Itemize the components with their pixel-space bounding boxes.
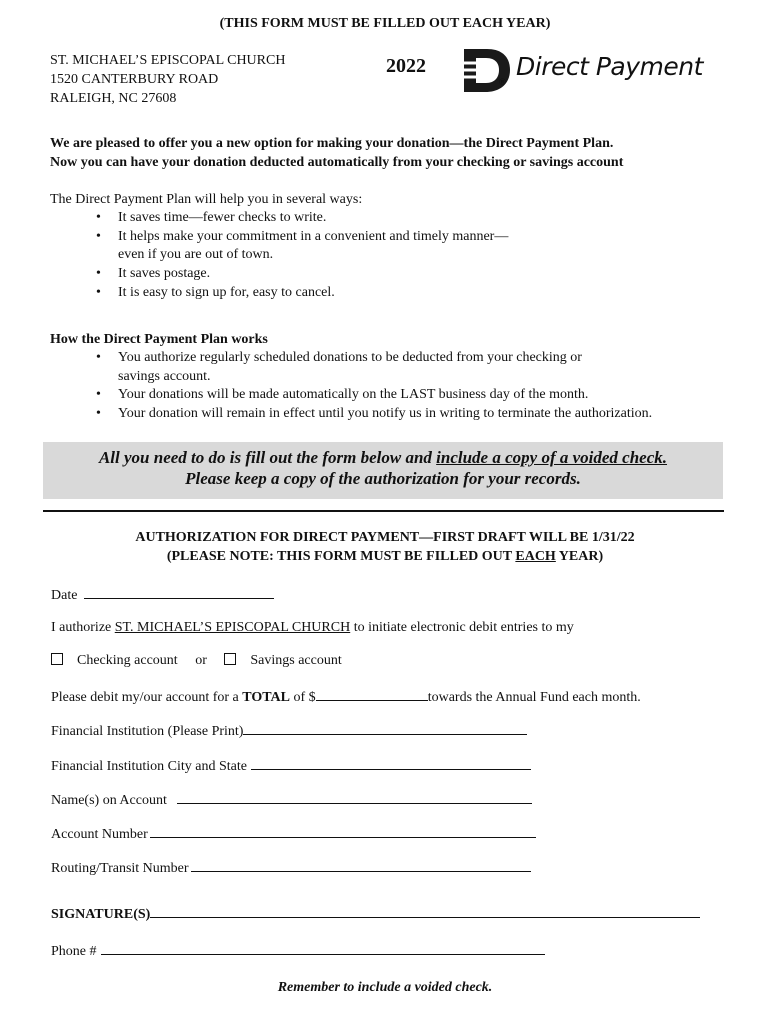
intro-line-2: Now you can have your donation deducted automatically from your checking or savings account <box>50 155 624 170</box>
routing-field <box>51 858 531 877</box>
list-item: • It saves postage. <box>50 265 750 284</box>
form-year: 2022 <box>386 55 426 77</box>
savings-label: Savings account <box>250 653 342 668</box>
amount-input[interactable] <box>316 687 428 701</box>
date-field <box>51 585 274 604</box>
direct-payment-logo <box>460 46 720 96</box>
how-heading: How the Direct Payment Plan works <box>50 332 268 347</box>
debit-amount-field: Please debit my/our account for a TOTAL of $ towards the Annual Fund each month. <box>51 687 641 706</box>
account-number-input[interactable] <box>150 824 536 838</box>
church-address <box>50 51 285 108</box>
names-field <box>51 790 532 809</box>
church-city: RALEIGH, NC 27608 <box>50 91 177 106</box>
instruction-banner <box>43 442 723 499</box>
list-item: • You authorize regularly scheduled donations to be deducted from your checking or savings account. <box>50 349 760 386</box>
checking-label: Checking account <box>77 653 178 668</box>
date-label: Date <box>51 588 78 603</box>
or-label: or <box>195 653 207 668</box>
list-item: • It saves time—fewer checks to write. <box>50 209 750 228</box>
account-number-label: Account Number <box>51 827 148 842</box>
registered-mark: ® <box>498 78 507 88</box>
church-name: ST. MICHAEL’S EPISCOPAL CHURCH <box>50 53 286 68</box>
signature-input[interactable] <box>150 904 700 918</box>
authorization-title-line-2: (PLEASE NOTE: THIS FORM MUST BE FILLED OUT EACH YEAR) <box>166 549 604 564</box>
institution-label: Financial Institution (Please Print) <box>51 724 244 739</box>
footer-reminder: Remember to include a voided check. <box>277 980 493 995</box>
savings-checkbox[interactable] <box>224 653 236 665</box>
authorization-title-line-1: AUTHORIZATION FOR DIRECT PAYMENT—FIRST DRAFT WILL BE 1/31/22 <box>135 530 635 545</box>
signature-field <box>51 904 700 923</box>
phone-input[interactable] <box>101 941 545 955</box>
account-type <box>51 653 342 669</box>
form-notice: (THIS FORM MUST BE FILLED OUT EACH YEAR) <box>219 16 551 31</box>
names-label: Name(s) on Account <box>51 793 167 808</box>
institution-field <box>51 721 527 740</box>
logo-d-icon <box>460 46 512 96</box>
routing-input[interactable] <box>191 858 531 872</box>
logo-text: Direct Payment <box>516 52 703 81</box>
church-street: 1520 CANTERBURY ROAD <box>50 72 219 87</box>
phone-field <box>51 941 545 960</box>
how-section <box>50 330 760 424</box>
city-state-label: Financial Institution City and State <box>51 759 247 774</box>
city-state-input[interactable] <box>251 756 531 770</box>
checking-checkbox[interactable] <box>51 653 63 665</box>
city-state-field <box>51 756 531 775</box>
routing-label: Routing/Transit Number <box>51 861 189 876</box>
banner-line-1: All you need to do is fill out the form below and include a copy of a voided check. <box>98 448 668 467</box>
section-divider <box>43 510 724 512</box>
date-input[interactable] <box>84 585 274 599</box>
intro <box>50 134 623 172</box>
list-item: • Your donation will remain in effect until you notify us in writing to terminate the authorization. <box>50 405 760 424</box>
benefits-section <box>50 190 750 303</box>
how-list <box>50 349 760 424</box>
voided-check-note: include a copy of a voided check. <box>436 448 668 467</box>
phone-label: Phone # <box>51 944 97 959</box>
list-item: • It is easy to sign up for, easy to cancel. <box>50 284 750 303</box>
benefits-lead: The Direct Payment Plan will help you in several ways: <box>50 192 363 207</box>
benefits-list <box>50 209 750 303</box>
institution-input[interactable] <box>243 721 527 735</box>
authorized-church: ST. MICHAEL’S EPISCOPAL CHURCH <box>114 620 351 635</box>
list-item: • Your donations will be made automatically on the LAST business day of the month. <box>50 386 760 405</box>
intro-line-1: We are pleased to offer you a new option for making your donation—the Direct Payment Plan. <box>50 136 614 151</box>
names-input[interactable] <box>177 790 532 804</box>
list-item: • It helps make your commitment in a convenient and timely manner— even if you are out of town. <box>50 228 750 265</box>
account-number-field <box>51 824 536 843</box>
signature-label: SIGNATURE(S) <box>51 907 151 922</box>
authorization-title <box>0 528 770 566</box>
banner-line-2: Please keep a copy of the authorization for your records. <box>185 469 581 488</box>
authorize-statement: I authorize ST. MICHAEL’S EPISCOPAL CHURCH to initiate electronic debit entries to my <box>51 620 574 635</box>
